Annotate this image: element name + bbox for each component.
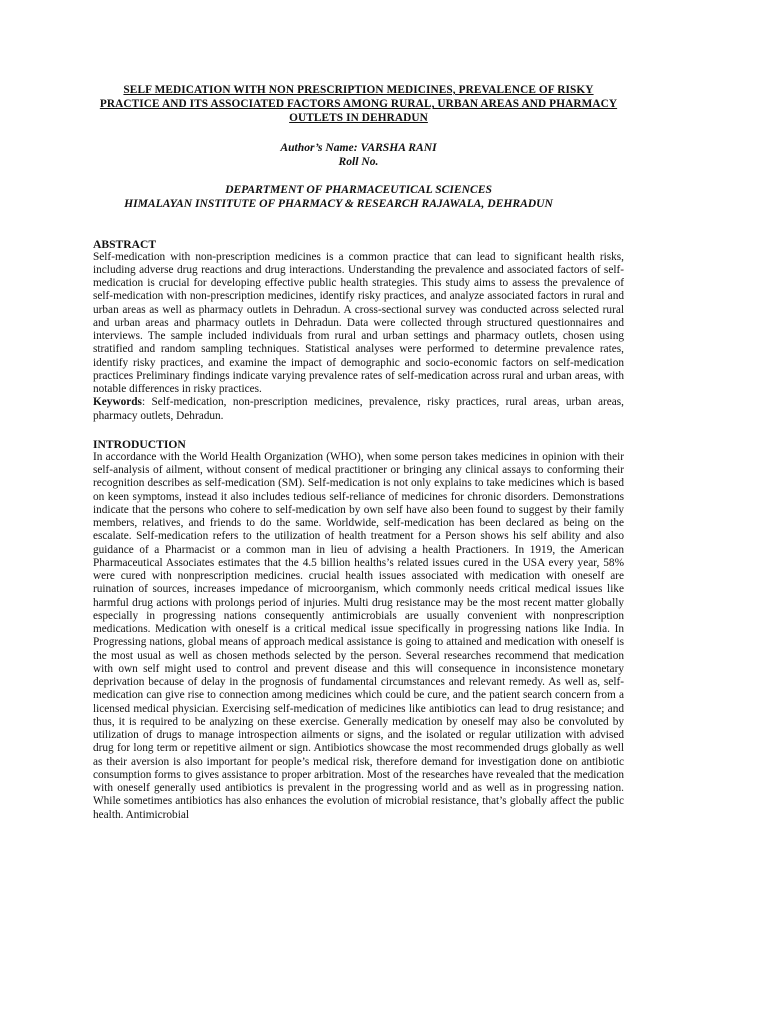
- abstract-section: [93, 238, 624, 423]
- introduction-body: In accordance with the World Health Organization (WHO), when some person takes medicines in opinion with their self-analysis of ailment, without consent of medical practitioner or bringing any clinical assays to conforming their recognition describes as self-medication (SM). Self-medication is not only explains to take medicines which is based on keen symptoms, instead it also includes tedious self-reliance of medicines for chronic disorders. Demonstrations indicate that the persons who cohere to self-medication by own self have also been found to suggest by their family members, relatives, and friends to do the same. Worldwide, self-medication has been declared as being on the escalate. Self-medication refers to the utilization of health treatment for a Person shows his self ability and also guidance of a Pharmacist or a common man in lieu of advising a health Practioners. In 1919, the American Pharmaceutical Associates estimates that the 4.5 billion healths’s related issues cured in the USA every year, 58% were cured with nonprescription medicines. crucial health issues associated with medication with oneself are ruination of sources, increases impedance of microorganism, which commonly needs critical medical issues like harmful drug actions with prolongs period of injuries. Multi drug resistance may be the most recent matter globally especially in progressing nations consequently antimicrobials are usually convenient with nonprescription medications. Medication with oneself is a critical medical issue specifically in progressing nations like India. In Progressing nations, global means of approach medical assistance is going to attained and medication with oneself is the most usual as well as chosen methods selected by the person. Several researches recommend that medication with own self might used to control and prevent disease and this will consequence in inconsistence monetary deprivation because of delay in the prognosis of fundamental circumstances and relevant remedy. As well as, self-medication can give rise to connection among medicines which could be cure, and the patient search concern from a licensed medical physician. Exercising self-medication of medicines like antibiotics can lead to drug resistance; and thus, it is required to be analyzing on these exercise. Generally medication by oneself may also be convoluted by utilization of drugs to manage introspection ailments or signs, and the isolated or regular utilization with advised drug for long term or repetitive ailment or sign. Antibiotics showcase the most recommended drugs globally as well as their aversion is also important for people’s medical risk, therefore demand for investigation done on antibiotic consumption forms to gives assistance to proper arbitration. Most of the researches have revealed that the medication with oneself generally used antibiotics is prevalent in the progressing world and as well as in progressing nation. While sometimes antibiotics has also enhances the evolution of microbial resistance, that’s globally affect the public health. Antimicrobial: [93, 450, 624, 821]
- document-page: [93, 83, 624, 822]
- introduction-heading: INTRODUCTION: [93, 437, 186, 451]
- keywords-text: : Self-medication, non-prescription medicines, prevalence, risky practices, rural areas, urban areas, pharmacy outlets, Dehradun.: [93, 396, 624, 422]
- institute-name: HIMALAYAN INSTITUTE OF PHARMACY & RESEARCH RAJAWALA, DEHRADUN: [124, 196, 553, 210]
- paper-title: SELF MEDICATION WITH NON PRESCRIPTION MEDICINES, PREVALENCE OF RISKY PRACTICE AND ITS ASSOCIATED FACTORS AMONG RURAL, URBAN AREAS AND PHARMACY OUTLETS IN DEHRADUN: [99, 84, 618, 125]
- abstract-heading: ABSTRACT: [93, 237, 157, 251]
- department-name: DEPARTMENT OF PHARMACEUTICAL SCIENCES: [225, 182, 492, 196]
- keywords-line: [93, 396, 624, 423]
- author-name: Author’s Name: VARSHA RANI: [280, 140, 437, 154]
- affiliation-block: [93, 183, 624, 211]
- roll-number: Roll No.: [338, 154, 379, 168]
- abstract-body: Self-medication with non-prescription medicines is a common practice that can lead to significant health risks, including adverse drug reactions and drug interactions. Understanding the prevalence and associated factors of self-medication is crucial for developing effective public health strategies. This study aims to assess the prevalence of self-medication with non-prescription medicines, identify risky practices, and analyze associated factors in rural and urban areas as well as pharmacy outlets in Dehradun. A cross-sectional survey was conducted across selected rural and urban areas and pharmacy outlets in Dehradun. Data were collected through structured questionnaires and interviews. The sample included individuals from rural and urban settings and pharmacy outlets, chosen using stratified and random sampling techniques. Statistical analyses were performed to determine prevalence rates, identify risky practices, and examine the impact of demographic and socio-economic factors on self-medication practices Preliminary findings indicate varying prevalence rates of self-medication across rural and urban areas, with notable differences in risky practices.: [93, 250, 624, 396]
- keywords-label: Keywords: [93, 396, 142, 409]
- introduction-section: [93, 438, 624, 822]
